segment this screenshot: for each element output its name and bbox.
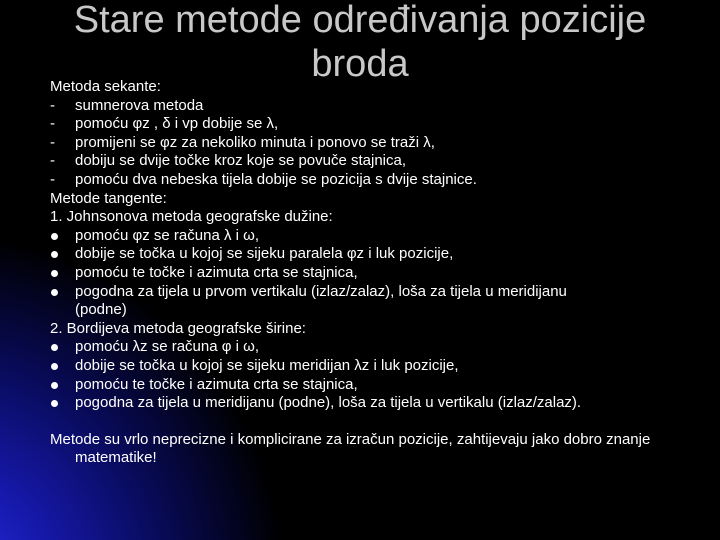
dot-bullet-icon (51, 251, 58, 258)
dot-bullet-icon (51, 233, 58, 240)
dot-bullet-icon (51, 289, 58, 296)
dot-bullet-icon (51, 363, 58, 370)
title-line-2: broda (311, 43, 409, 85)
spacer (50, 413, 710, 431)
dash-bullet: - (50, 96, 55, 114)
list-item: pogodna za tijela u meridijanu (podne), loša za tijela u vertikalu (izlaz/zalaz). (50, 394, 710, 413)
list-item: dobije se točka u kojoj se sijeku paralela φz i luk pozicije, (50, 245, 710, 264)
closing-remark: Metode su vrlo neprecizne i komplicirane za izračun pozicije, zahtijevaju jako dobro znanje matematike! (50, 430, 651, 467)
list-item: pomoću φz se računa λ i ω, (50, 227, 710, 246)
subsection-heading-johnson: 1. Johnsonova metoda geografske dužine: (50, 208, 333, 226)
dash-bullet: - (50, 133, 55, 151)
section-heading-sekanta: Metoda sekante: (50, 78, 161, 95)
dash-bullet: - (50, 152, 55, 170)
list-item: - promijeni se φz za nekoliko minuta i ponovo se traži λ, (50, 133, 435, 151)
list-item: - pomoću φz , δ i vp dobije se λ, (50, 115, 279, 133)
dot-bullet-icon (51, 400, 58, 407)
list-item: - dobiju se dvije točke kroz koje se povuče stajnica, (50, 152, 407, 170)
dash-bullet: - (50, 115, 55, 133)
list-item: dobije se točka u kojoj se sijeku meridijan λz i luk pozicije, (50, 357, 710, 376)
list-item-continuation: (podne) (75, 301, 127, 319)
section-heading-tangente: Metode tangente: (50, 189, 167, 207)
dot-bullet-icon (51, 382, 58, 389)
dash-bullet: - (50, 170, 55, 188)
slide-title (0, 0, 720, 86)
slide-body (50, 78, 710, 468)
list-item: pogodna za tijela u prvom vertikalu (izlaz/zalaz), loša za tijela u meridijanu (50, 283, 710, 302)
subsection-heading-borda: 2. Bordijeva metoda geografske širine: (50, 319, 306, 337)
title-line-1: Stare metode određivanja pozicije (73, 0, 647, 41)
list-item: - sumnerova metoda (50, 96, 204, 114)
list-item: pomoću te točke i azimuta crta se stajnica, (50, 376, 710, 395)
list-item: pomoću λz se računa φ i ω, (50, 338, 710, 357)
list-item: - pomoću dva nebeska tijela dobije se pozicija s dvije stajnice. (50, 170, 477, 188)
list-item: pomoću te točke i azimuta crta se stajnica, (50, 264, 710, 283)
dot-bullet-icon (51, 270, 58, 277)
dot-bullet-icon (51, 344, 58, 351)
